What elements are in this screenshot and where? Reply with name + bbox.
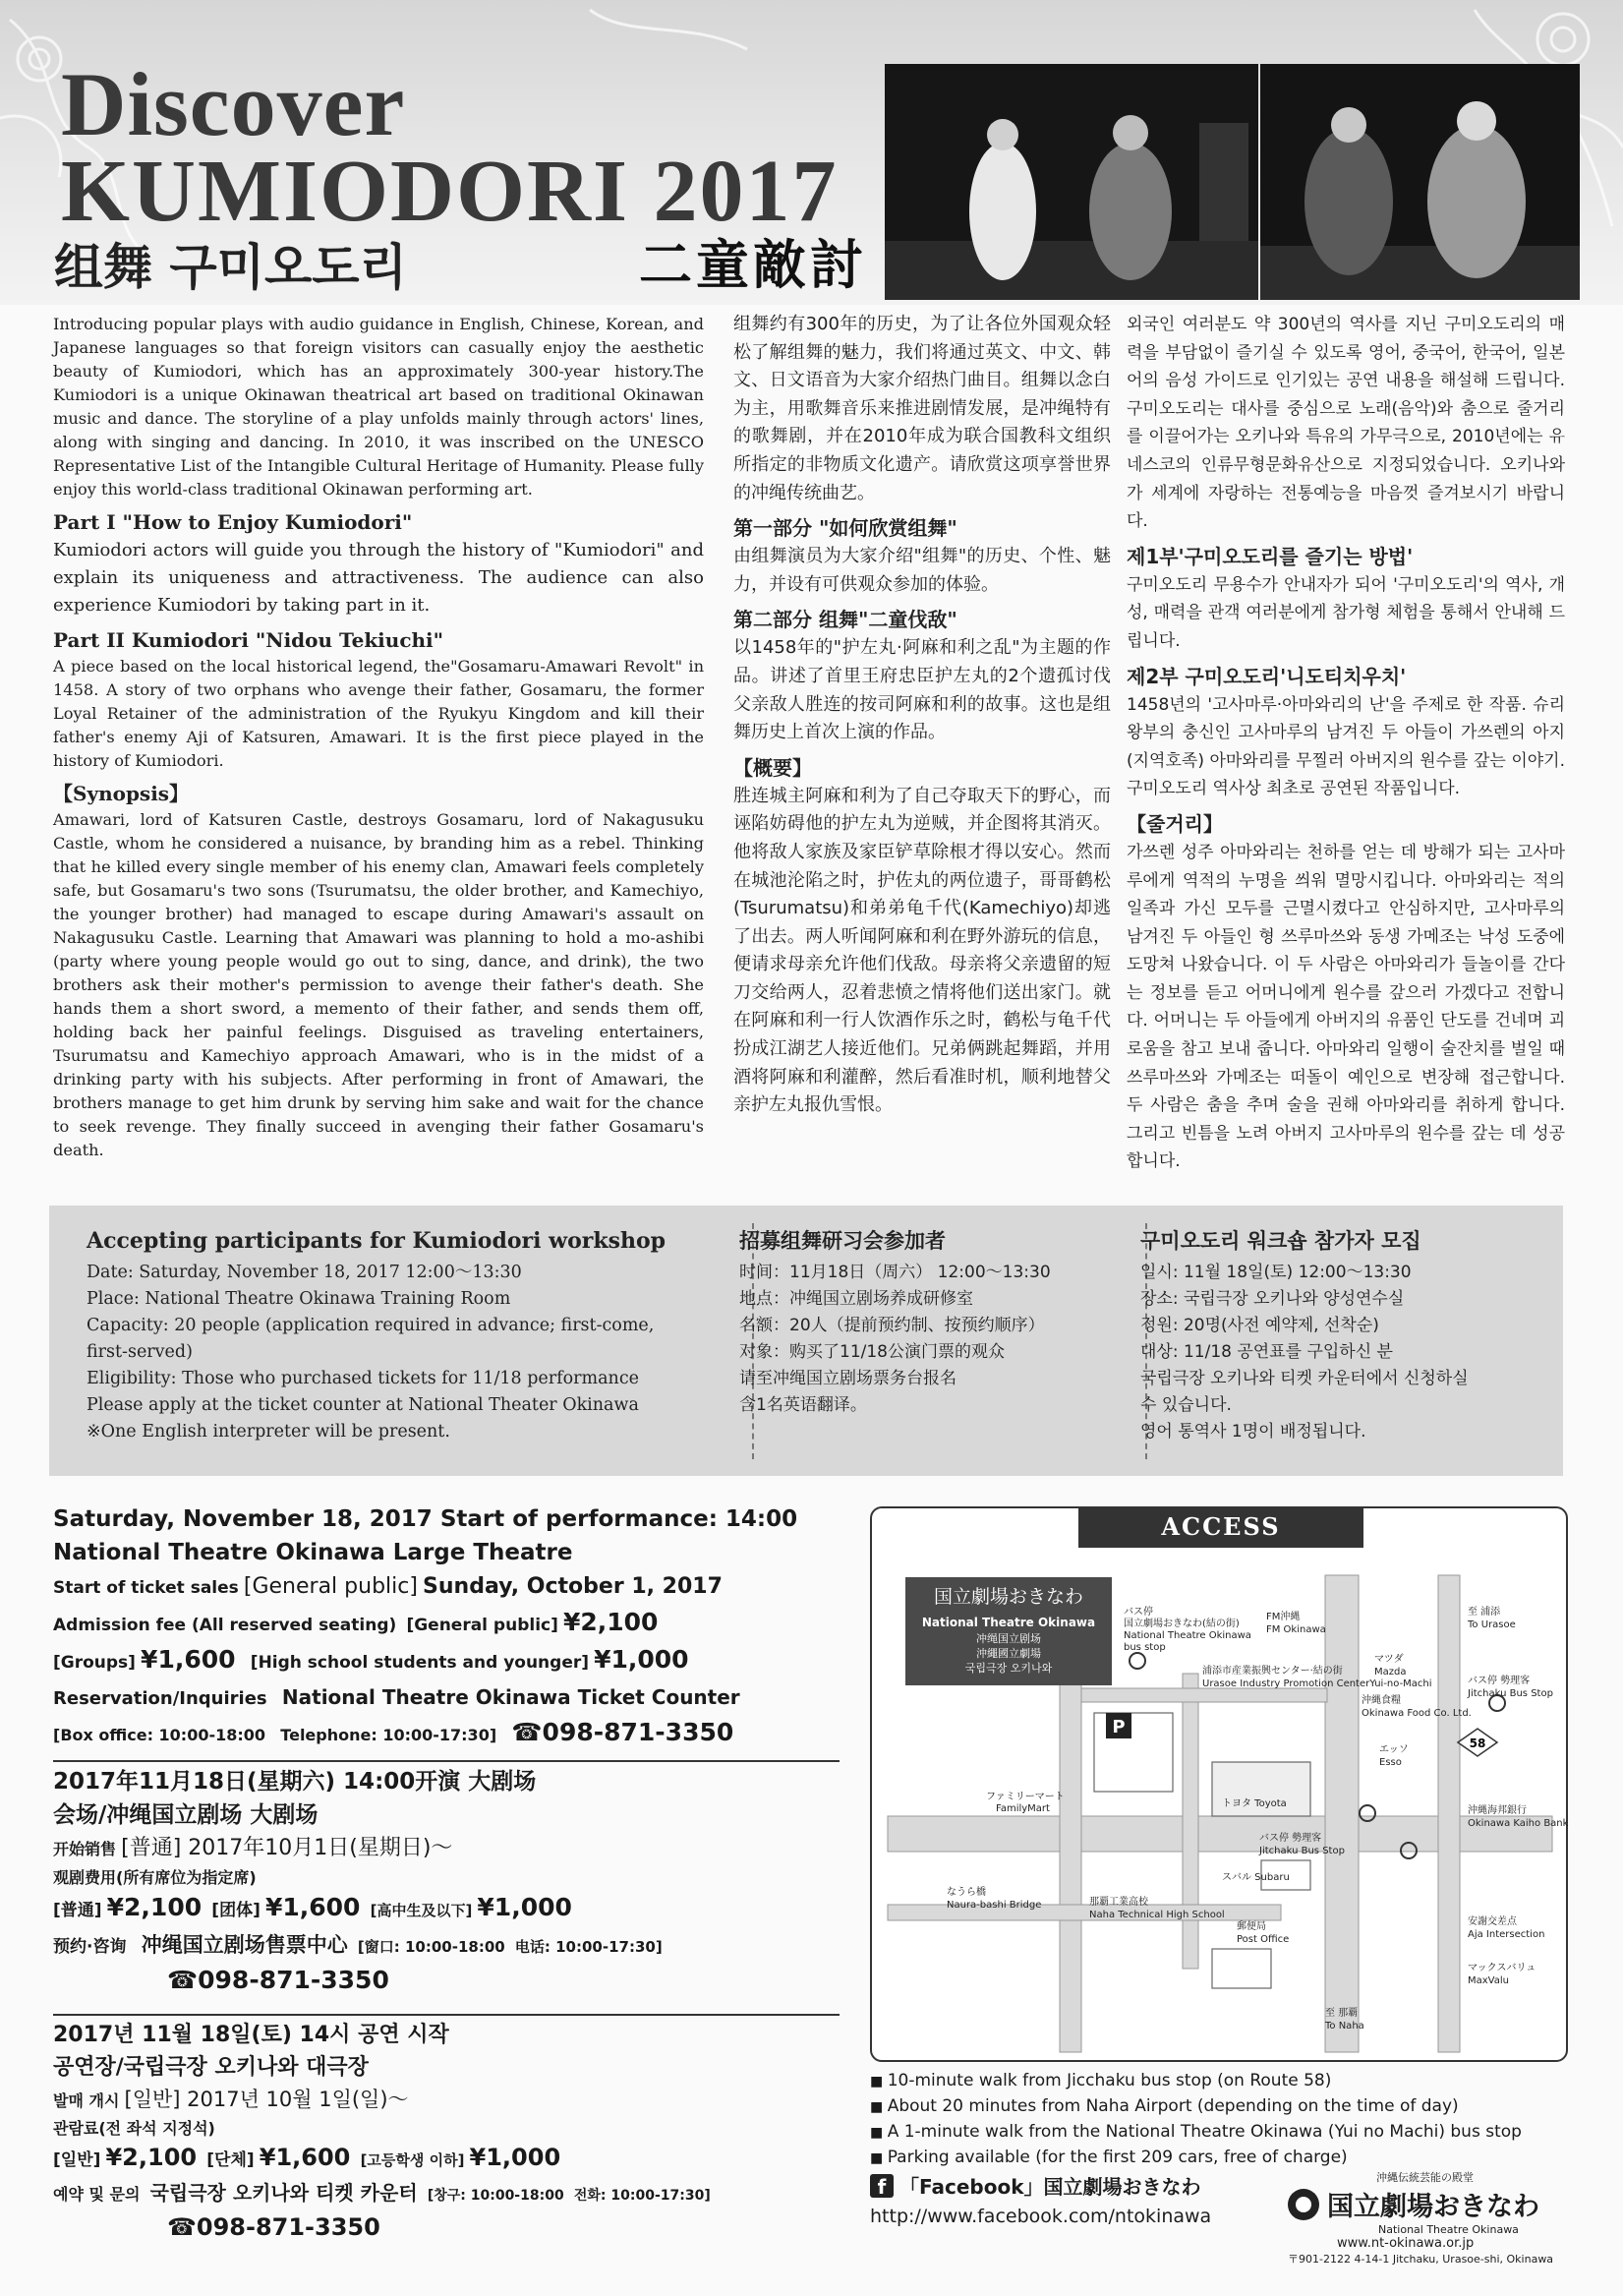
korean-synopsis-heading: 【줄거리】 bbox=[1127, 811, 1223, 836]
workshop-korean-line: 수 있습니다. bbox=[1140, 1395, 1232, 1415]
ticket-sales-label: Start of ticket sales bbox=[53, 1578, 239, 1598]
workshop-box bbox=[49, 1206, 1563, 1476]
map-label-naha: 至 那覇 bbox=[1325, 2008, 1359, 2019]
info-chinese-prices bbox=[53, 1890, 663, 1928]
groups-price: ¥1,600 bbox=[259, 2144, 351, 2171]
workshop-korean-line: 일시: 11월 18일(토) 12:00～13:30 bbox=[1140, 1263, 1412, 1282]
groups-label: [Groups] bbox=[53, 1653, 136, 1673]
korean-part2-text: 1458년의 '고사마루·아마와리의 난'을 주제로 한 작품. 슈리왕부의 충신인 고사마루의 남겨진 두 아들이 가쓰렌의 아지(지역호족) 아마와리를 무찔러 아버지의 원수를 갚는 이야기. 구미오도리 역사상 최초로 공연된 작품입니다. bbox=[1127, 694, 1565, 799]
map-label-aja: 安謝交差点 bbox=[1468, 1916, 1517, 1927]
map-label-urasoe-en: To Urasoe bbox=[1468, 1619, 1516, 1630]
hs-label: [高中生及以下] bbox=[370, 1902, 473, 1919]
korean-part1-text: 구미오도리 무용수가 안내자가 되어 '구미오도리'의 역사, 개성, 매력을 관객 여러분에게 참가형 체험을 통해서 안내해 드립니다. bbox=[1127, 574, 1565, 651]
admission-label: Admission fee (All reserved seating) bbox=[53, 1616, 397, 1635]
chinese-part2-heading: 第二部分 组舞"二童伐敌" bbox=[733, 608, 957, 632]
map-label-maxvalu: マックスバリュ bbox=[1468, 1963, 1536, 1973]
workshop-english-line: first-served) bbox=[87, 1342, 193, 1362]
performance-photo-left bbox=[885, 64, 1258, 300]
chinese-intro: 组舞约有300年的历史，为了让各位外国观众轻松了解组舞的魅力，我们将通过英文、中文、韩文、日文语音为大家介绍热门曲目。组舞以念白为主，用歌舞音乐来推进剧情发展，是冲绳特有的歌舞剧，并在2010年成为联合国教科文组织所指定的非物质文化遗产。请欣赏这项享誉世界的冲绳传统曲艺。 bbox=[733, 314, 1111, 503]
info-english-admission bbox=[53, 1606, 797, 1642]
subtitle-play-title: 二童敵討 bbox=[639, 233, 867, 296]
info-chinese bbox=[53, 1765, 663, 1997]
english-synopsis-text: Amawari, lord of Katsuren Castle, destroys Gosamaru, lord of Nakagusuku Castle, whom he considered a nuisance, by branding him as a rebel. Thinking that he killed every single member of his enemy clan, Amawari feels completely safe, but Gosamaru's two sons (Tsurumatsu, the older brother, and Kamechiyo, the younger brother) had managed to escape during Amawari's assault on Nakagusuku Castle. Learning that Amawari was planning to hold a mo-ashibi (party where young people would go out to sing, dance, and drink), the two brothers ask their mother's permission to avenge their father's death. She hands them a short sword, a memento of their father, and sends them off, holding back her painful feelings. Disguised as traveling entertainers, Tsurumatsu and Kamechiyo approach Amawari, who is in the midst of a drinking party with his subjects. After performing in front of Amawari, the brothers manage to get him drunk by serving him sake and wait for the chance to seek revenge. They finally succeed in avenging their father Gosamaru's death. bbox=[53, 810, 704, 1159]
workshop-english-line: Place: National Theatre Okinawa Training Room bbox=[87, 1289, 511, 1309]
access-note: ■ A 1-minute walk from the National Theatre Okinawa (Yui no Machi) bus stop bbox=[870, 2120, 1522, 2146]
map-label-naurabashi-en: Naura-bashi Bridge bbox=[947, 1900, 1042, 1911]
english-part2-text: A piece based on the local historical legend, the"Gosamaru-Amawari Revolt" in 1458. A story of two orphans who avenge their father, Gosamaru, the former Loyal Retainer of the administration of the Ryukyu Kingdom and kill their father's enemy Aji of Katsuren, Amawari. It is the first piece played in the history of Kumiodori. bbox=[53, 657, 704, 770]
info-chinese-venue: 会场/冲绳国立剧场 大剧场 bbox=[53, 1802, 319, 1828]
chinese-synopsis-heading: 【概要】 bbox=[733, 755, 812, 780]
info-chinese-reservation bbox=[53, 1928, 663, 1964]
workshop-english bbox=[87, 1225, 755, 1445]
map-label-school-en: Naha Technical High School bbox=[1089, 1910, 1225, 1920]
workshop-chinese-line: 含1名英语翻译。 bbox=[739, 1395, 867, 1415]
parking-icon: P bbox=[1112, 1717, 1126, 1737]
ticket-sales-date: Sunday, October 1, 2017 bbox=[423, 1574, 723, 1599]
workshop-chinese-line: 名额：20人（提前预约制、按预约顺序） bbox=[739, 1316, 1045, 1335]
english-part1-heading: Part I "How to Enjoy Kumiodori" bbox=[53, 510, 413, 534]
hs-label: [High school students and younger] bbox=[250, 1653, 590, 1673]
workshop-english-line: Eligibility: Those who purchased tickets for 11/18 performance bbox=[87, 1369, 639, 1388]
divider-line bbox=[53, 1760, 840, 1762]
general-label: [General public] bbox=[406, 1616, 558, 1635]
access-map bbox=[888, 1556, 1569, 2052]
english-part1-text: Kumiodori actors will guide you through the history of "Kumiodori" and explain its uniqueness and attractiveness. The audience can also experience Kumiodori by taking part in it. bbox=[53, 540, 704, 616]
info-korean-phone: ☎098-871-3350 bbox=[167, 2213, 380, 2241]
map-label-post-en: Post Office bbox=[1237, 1934, 1290, 1945]
map-label-esso-en: Esso bbox=[1379, 1757, 1402, 1768]
english-column bbox=[53, 313, 704, 1166]
theatre-logo-block bbox=[1288, 2169, 1553, 2267]
korean-part1-heading: 제1부'구미오도리를 즐기는 방법' bbox=[1127, 544, 1414, 568]
info-english-hours bbox=[53, 1716, 797, 1752]
general-price: ¥2,100 bbox=[562, 1608, 659, 1636]
workshop-chinese bbox=[739, 1225, 1093, 1419]
org-name-en: National Theatre Okinawa bbox=[1378, 2223, 1519, 2236]
map-label-kaiho: 沖縄海邦銀行 bbox=[1468, 1805, 1527, 1816]
subtitle-cjk: 组舞 구미오도리 bbox=[54, 239, 407, 296]
hs-label: [고등학생 이하] bbox=[360, 2151, 465, 2169]
theatre-logo-icon bbox=[1288, 2189, 1319, 2220]
chinese-synopsis-text: 胜连城主阿麻和利为了自己夺取天下的野心，而诬陷妨碍他的护左丸为逆贼，并企图将其消灭。他将敌人家族及家臣铲草除根才得以安心。然而在城池沦陷之时，护佐丸的两位遗子，哥哥鹤松(Tsurumatsu)和弟弟龟千代(Kamechiyo)却逃了出去。两人听闻阿麻和利在野外游玩的信息，便请求母亲允许他们伐敌。母亲将父亲遗留的短刀交给两人，忍着悲愤之情将他们送出家门。就在阿麻和利一行人饮酒作乐之时，鹤松与龟千代扮成江湖艺人接近他们。兄弟俩跳起舞蹈，并用酒将阿麻和利灌醉，然后看准时机，顺利地替父亲护左丸报仇雪恨。 bbox=[733, 785, 1111, 1116]
facebook-block bbox=[870, 2171, 1211, 2227]
info-english-reservation bbox=[53, 1680, 797, 1716]
phone-hours: 전화: 10:00-17:30] bbox=[573, 2188, 711, 2204]
english-intro: Introducing popular plays with audio guidance in English, Chinese, Korean, and Japanese languages so that foreign visitors can casually enjoy the aesthetic beauty of Kumiodori, which has an approximately 300-year history.The Kumiodori is a unique Okinawan theatrical art based on traditional Okinawan music and dance. The storyline of a play unfolds mainly through actors' lines, along with singing and dancing. In 2010, it was inscribed on the UNESCO Representative List of the Intangible Cultural Heritage of Humanity. Please fully enjoy this world-class traditional Okinawan performing art. bbox=[53, 315, 704, 499]
map-label-toyota: トヨタ Toyota bbox=[1222, 1798, 1287, 1809]
korean-synopsis-text: 가쓰렌 성주 아마와리는 천하를 얻는 데 방해가 되는 고사마루에게 역적의 누명을 씌워 멸망시킵니다. 아마와리는 적의 일족과 가신 모두를 근멸시켰다고 안심하지만, 고사마루의 남겨진 두 아들인 형 쓰루마쓰와 동생 가메조는 낙성 도중에 도망쳐 나왔습니다. 이 두 사람은 아마와리가 들놀이를 간다는 정보를 듣고 어머니에게 원수를 갚으러 가겠다고 전합니다. 어머니는 두 아들에게 아버지의 유품인 단도를 건네며 괴로움을 참고 보내 줍니다. 아마와리 일행이 술잔치를 벌일 때 쓰루마쓰와 가메조는 떠돌이 예인으로 변장해 접근합니다. 두 사람은 춤을 추며 술을 권해 아마와리를 취하게 합니다. 그리고 빈틈을 노려 아버지 고사마루의 원수를 갚는 데 성공합니다. bbox=[1127, 842, 1565, 1172]
info-english-ticket-sales bbox=[53, 1569, 797, 1606]
map-label-esso: エッソ bbox=[1379, 1744, 1409, 1755]
reservation-label: 预约·咨询 bbox=[53, 1937, 127, 1957]
map-label-promo-en: Urasoe Industry Promotion CenterYui-no-Machi bbox=[1202, 1678, 1432, 1689]
info-korean-sales bbox=[53, 2084, 711, 2117]
window-hours: [窗口: 10:00-18:00 bbox=[357, 1938, 505, 1956]
chinese-column bbox=[733, 311, 1111, 1124]
title-discover: Discover bbox=[61, 54, 406, 154]
info-chinese-fee-label: 观剧费用(所有席位为指定席) bbox=[53, 1868, 257, 1887]
telephone-hours: Telephone: 10:00-17:30] bbox=[280, 1726, 497, 1744]
access-map-box bbox=[870, 1506, 1568, 2062]
groups-label: [团体] bbox=[211, 1901, 261, 1920]
info-korean-venue: 공연장/국립극장 오키나와 대극장 bbox=[53, 2055, 369, 2080]
map-label-familymart: ファミリーマート bbox=[986, 1792, 1065, 1802]
info-korean-prices bbox=[53, 2141, 711, 2177]
map-label-fm-en: FM Okinawa bbox=[1266, 1624, 1326, 1635]
map-theatre-en: National Theatre Okinawa bbox=[921, 1616, 1096, 1629]
facebook-label: 「Facebook」国立劇場おきなわ bbox=[899, 2175, 1201, 2199]
address-text: 〒901-2122 4-14-1 Jitchaku, Urasoe-shi, Okinawa bbox=[1288, 2253, 1554, 2266]
map-label-naha-en: To Naha bbox=[1325, 2021, 1364, 2031]
workshop-chinese-line: 时间：11月18日（周六） 12:00～13:30 bbox=[739, 1263, 1051, 1282]
chinese-part1-text: 由组舞演员为大家介绍"组舞"的历史、个性、魅力，并设有可供观众参加的体验。 bbox=[733, 546, 1111, 595]
workshop-korean-title: 구미오도리 워크숍 참가자 모집 bbox=[1140, 1229, 1421, 1253]
workshop-korean-line: 정원: 20명(사전 예약제, 선착순) bbox=[1140, 1316, 1379, 1335]
workshop-english-line: Capacity: 20 people (application required in advance; first-come, bbox=[87, 1316, 655, 1335]
groups-price: ¥1,600 bbox=[141, 1645, 236, 1674]
info-english-venue: National Theatre Okinawa Large Theatre bbox=[53, 1540, 573, 1565]
general-price: ¥2,100 bbox=[106, 1893, 203, 1921]
reservation-value: 冲绳国立剧场售票中心 bbox=[141, 1933, 348, 1957]
map-label-mazda-en: Mazda bbox=[1374, 1667, 1407, 1678]
hs-price: ¥1,000 bbox=[594, 1645, 689, 1674]
chinese-part2-text: 以1458年的"护左丸·阿麻和利之乱"为主题的作品。讲述了首里王府忠臣护左丸的2个遗孤讨伐父亲敌人胜连的按司阿麻和利的故事。这也是组舞历史上首次上演的作品。 bbox=[733, 637, 1111, 743]
map-label-food: 沖縄食糧 bbox=[1362, 1695, 1401, 1706]
map-label-jitchaku-top-en: Jitchaku Bus Stop bbox=[1468, 1688, 1553, 1699]
workshop-chinese-title: 招募组舞研习会参加者 bbox=[739, 1229, 946, 1253]
workshop-korean-line: 장소: 국립극장 오키나와 양성연수실 bbox=[1140, 1289, 1405, 1309]
map-label-kaiho-en: Okinawa Kaiho Bank bbox=[1468, 1818, 1569, 1829]
info-korean-fee-label: 관람료(전 좌석 지정석) bbox=[53, 2119, 215, 2138]
info-english-groups bbox=[53, 1642, 797, 1680]
org-small-label: 沖縄伝統芸能の殿堂 bbox=[1376, 2171, 1474, 2184]
english-synopsis-heading: 【Synopsis】 bbox=[53, 782, 190, 805]
map-label-fm: FM沖縄 bbox=[1266, 1612, 1301, 1622]
general-label: [普通] bbox=[53, 1901, 102, 1920]
workshop-chinese-line: 地点：冲绳国立剧场养成研修室 bbox=[739, 1289, 973, 1309]
info-korean-date: 2017년 11월 18일(토) 14시 공연 시작 bbox=[53, 2023, 449, 2047]
map-label-mazda: マツダ bbox=[1374, 1654, 1404, 1665]
access-note: ■ Parking available (for the first 209 cars, free of charge) bbox=[870, 2146, 1522, 2171]
reservation-value: National Theatre Okinawa Ticket Counter bbox=[281, 1685, 740, 1709]
bus-stop-icon bbox=[1130, 1653, 1145, 1669]
general-price: ¥2,100 bbox=[105, 2144, 198, 2171]
workshop-english-line: ※One English interpreter will be present. bbox=[87, 1422, 450, 1442]
access-title: ACCESS bbox=[1078, 1506, 1363, 1548]
access-notes bbox=[870, 2069, 1522, 2171]
map-label-post: 郵便局 bbox=[1237, 1921, 1266, 1932]
workshop-korean-line: 영어 통역사 1명이 배정됩니다. bbox=[1140, 1422, 1366, 1442]
title-kumiodori-2017: KUMIODORI 2017 bbox=[61, 143, 839, 240]
website-link[interactable]: www.nt-okinawa.or.jp bbox=[1337, 2236, 1475, 2251]
map-label-jitchaku-bottom-en: Jitchaku Bus Stop bbox=[1259, 1846, 1345, 1856]
phone-number: ☎098-871-3350 bbox=[511, 1718, 734, 1746]
workshop-chinese-line: 请至冲绳国立剧场票务台报名 bbox=[739, 1369, 956, 1388]
workshop-english-line: Date: Saturday, November 18, 2017 12:00～13:30 bbox=[87, 1263, 522, 1282]
workshop-english-line: Please apply at the ticket counter at National Theater Okinawa bbox=[87, 1395, 639, 1415]
map-label-urasoe: 至 浦添 bbox=[1468, 1607, 1501, 1618]
map-label-subaru: スバル Subaru bbox=[1222, 1872, 1290, 1883]
map-label-jitchaku-bottom: バス停 勢理客 bbox=[1259, 1833, 1322, 1844]
workshop-chinese-line: 对象：购买了11/18公演门票的观众 bbox=[739, 1342, 1005, 1362]
korean-column bbox=[1127, 311, 1565, 1180]
reservation-label: Reservation/Inquiries bbox=[53, 1688, 267, 1709]
window-hours: [창구: 10:00-18:00 bbox=[427, 2188, 564, 2204]
ticket-sales-bracket: [General public] bbox=[243, 1574, 418, 1599]
org-name: 国立劇場おきなわ bbox=[1327, 2192, 1539, 2222]
map-label-promo: 浦添市産業振興センター·結の街 bbox=[1202, 1666, 1343, 1677]
info-chinese-sales bbox=[53, 1832, 663, 1866]
info-english bbox=[53, 1502, 797, 1752]
map-label-maxvalu-en: MaxValu bbox=[1468, 1975, 1509, 1986]
map-label-bus-stop: バス停国立劇場おきなわ(結の街) National Theatre Okinawa bus stop bbox=[1124, 1607, 1251, 1653]
map-theatre-ko: 국립극장 오키나와 bbox=[964, 1662, 1053, 1675]
box-office-hours: [Box office: 10:00-18:00 bbox=[53, 1726, 266, 1744]
sales-value: [일반] 2017년 10월 1일(일)～ bbox=[124, 2088, 409, 2111]
english-part2-heading: Part II Kumiodori "Nidou Tekiuchi" bbox=[53, 628, 444, 652]
route-58-label: 58 bbox=[1469, 1737, 1486, 1750]
workshop-korean-line: 국립극장 오키나와 티켓 카운터에서 신청하실 bbox=[1140, 1369, 1469, 1388]
map-theatre-zh: 冲绳国立剧场 bbox=[976, 1632, 1041, 1645]
info-chinese-date: 2017年11月18日(星期六) 14:00开演 大剧场 bbox=[53, 1769, 537, 1795]
hs-price: ¥1,000 bbox=[469, 2144, 561, 2171]
map-label-jitchaku-top: バス停 勢理客 bbox=[1468, 1676, 1531, 1686]
workshop-english-title: Accepting participants for Kumiodori workshop bbox=[87, 1228, 667, 1254]
sales-value: [普通] 2017年10月1日(星期日)～ bbox=[121, 1836, 453, 1860]
groups-label: [단체] bbox=[206, 2150, 255, 2170]
phone-hours: 电话: 10:00-17:30] bbox=[514, 1938, 663, 1956]
workshop-korean bbox=[1140, 1225, 1553, 1445]
info-korean bbox=[53, 2019, 711, 2243]
map-theatre-jp: 国立劇場おきなわ bbox=[933, 1586, 1084, 1608]
access-note: ■ About 20 minutes from Naha Airport (depending on the time of day) bbox=[870, 2094, 1522, 2120]
hs-price: ¥1,000 bbox=[477, 1893, 572, 1921]
map-theatre-zh2: 沖繩國立劇場 bbox=[976, 1647, 1041, 1660]
info-korean-reservation bbox=[53, 2177, 711, 2211]
performance-photo-right bbox=[1260, 64, 1580, 300]
access-note: ■ 10-minute walk from Jicchaku bus stop (on Route 58) bbox=[870, 2069, 1522, 2094]
sales-label: 开始销售 bbox=[53, 1840, 117, 1858]
sales-label: 발매 개시 bbox=[53, 2091, 120, 2110]
general-label: [일반] bbox=[53, 2150, 101, 2170]
map-label-naurabashi: なうら橋 bbox=[947, 1887, 986, 1898]
map-label-familymart-en: FamilyMart bbox=[996, 1803, 1050, 1814]
workshop-korean-line: 대상: 11/18 공연표를 구입하신 분 bbox=[1140, 1342, 1393, 1362]
info-chinese-phone: ☎098-871-3350 bbox=[167, 1966, 389, 1994]
map-label-food-en: Okinawa Food Co. Ltd. bbox=[1362, 1708, 1472, 1719]
korean-part2-heading: 제2부 구미오도리'니도티치우치' bbox=[1127, 664, 1407, 688]
divider-line bbox=[53, 2014, 840, 2016]
reservation-label: 예약 및 문의 bbox=[53, 2185, 141, 2204]
info-english-date: Saturday, November 18, 2017 Start of performance: 14:00 bbox=[53, 1506, 798, 1532]
map-label-aja-en: Aja Intersection bbox=[1468, 1929, 1545, 1940]
facebook-url-link[interactable]: http://www.facebook.com/ntokinawa bbox=[870, 2206, 1212, 2227]
korean-intro: 외국인 여러분도 약 300년의 역사를 지닌 구미오도리의 매력을 부담없이 즐기실 수 있도록 영어, 중국어, 한국어, 일본어의 음성 가이드로 인기있는 공연 내용을 해설해 드립니다.구미오도리는 대사를 중심으로 노래(음악)와 춤으로 줄거리를 이끌어가는 오키나와 특유의 가무극으로, 2010년에는 유네스코의 인류무형문화유산으로 지정되었습니다. 오키나와가 세계에 자랑하는 전통예능을 마음껏 즐겨보시기 바랍니다. bbox=[1127, 315, 1565, 532]
map-label-school: 那覇工業高校 bbox=[1089, 1897, 1148, 1908]
groups-price: ¥1,600 bbox=[264, 1893, 361, 1921]
chinese-part1-heading: 第一部分 "如何欣赏组舞" bbox=[733, 516, 957, 541]
reservation-value: 국립극장 오키나와 티켓 카운터 bbox=[149, 2181, 418, 2205]
facebook-icon: f bbox=[870, 2174, 894, 2198]
